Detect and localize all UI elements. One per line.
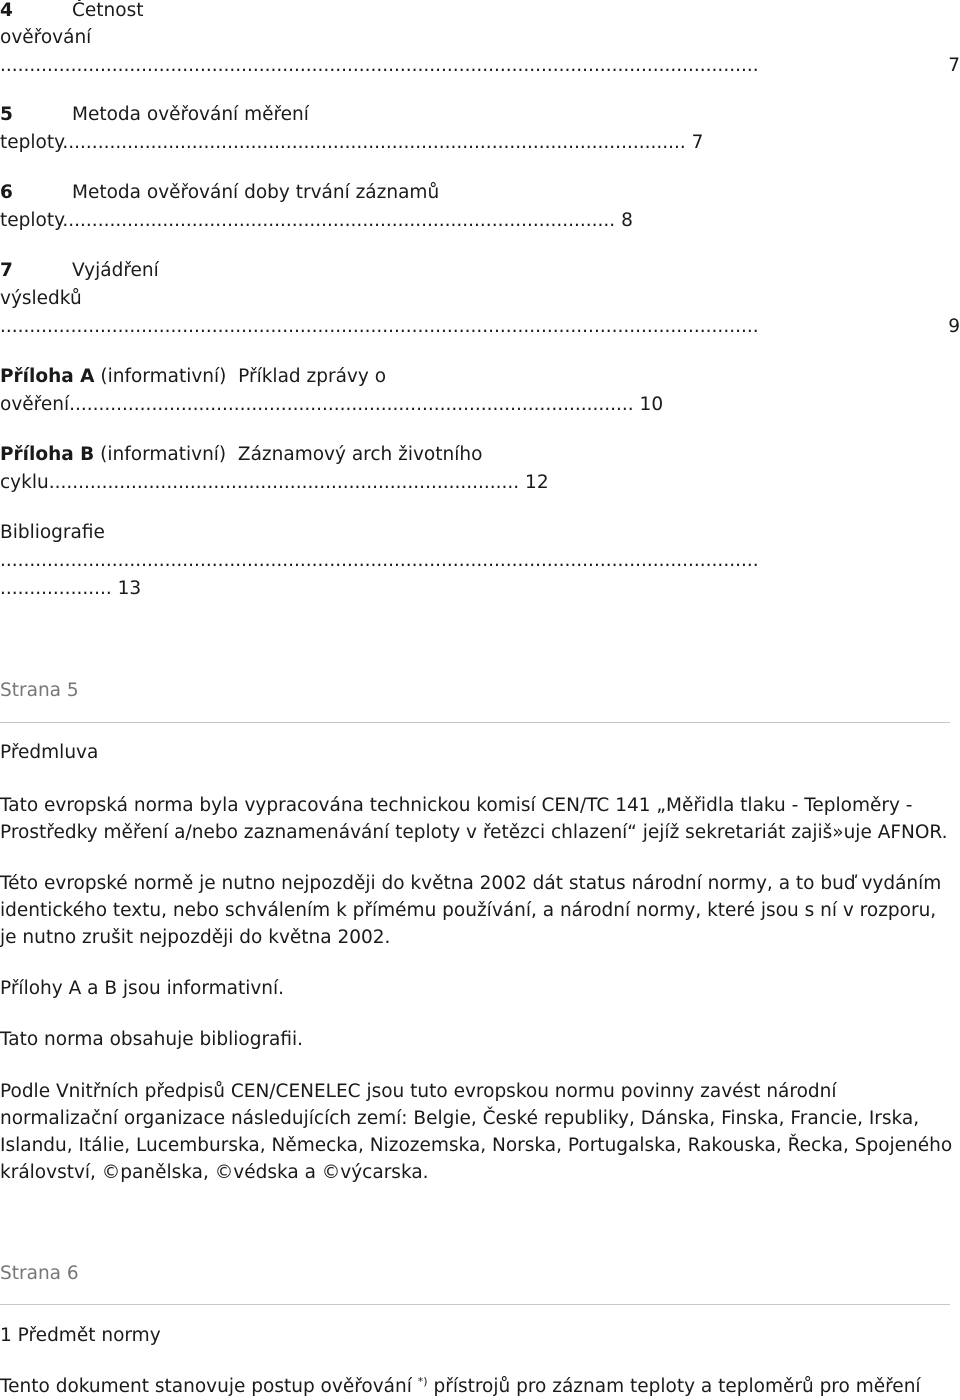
toc-entry-5-title: 5 Metoda ověřování měření (0, 104, 309, 125)
paragraph-foreword-1: Tato evropská norma byla vypracována technickou komisí CEN/TC 141 „Měřidla tlaku - Teploměry - Prostředky měření a/nebo zaznamenávání teploty v řetězci chlazení“ jejíž sekretariát zajiš»uje AFNOR. (0, 795, 948, 843)
toc-bibliography-line: ................... 13 (0, 578, 142, 599)
toc-bibliography-title: Bibliografie (0, 522, 105, 543)
toc-annex-a-title: Příloha A (informativní) Příklad zprávy o (0, 366, 387, 387)
toc-entry-7-title: 7 Vyjádření (0, 260, 159, 281)
page-divider (0, 722, 950, 723)
section-heading-scope: 1 Předmět normy (0, 1325, 161, 1346)
toc-entry-4-title: 4 Četnost (0, 0, 144, 21)
paragraph-annexes: Přílohy A a B jsou informativní. (0, 978, 285, 999)
page-label-5: Strana 5 (0, 680, 79, 701)
toc-annex-b-line: cyklu................................................................................ 12 (0, 472, 549, 493)
toc-entry-5-line: teploty.......................................................................................................... 7 (0, 132, 704, 153)
toc-entry-7-page: 9 (948, 316, 960, 337)
paragraph-bibliography-note: Tato norma obsahuje bibliografii. (0, 1029, 304, 1050)
toc-annex-a-line: ověření................................................................................................ 10 (0, 394, 664, 415)
toc-entry-6-line: teploty.............................................................................................. 8 (0, 210, 633, 231)
paragraph-scope-1: Tento dokument stanovuje postup ověřování *) přístrojů pro záznam teploty a teploměrů pro měření (0, 1375, 921, 1397)
toc-entry-4-page: 7 (948, 55, 960, 76)
toc-entry-4-cont: ověřování (0, 27, 92, 48)
toc-leader: ................................................................................................................................. (0, 550, 759, 571)
paragraph-cen-members: Podle Vnitřních předpisů CEN/CENELEC jsou tuto evropskou normu povinny zavést národní normalizační organizace následujících zemí: Belgie, České republiky, Dánska, Finska, Francie, Irska, Islandu, Itálie, Lucemburska, Německa, Nizozemska, Norska, Portugalska, Rakouska, Řecka, Spojeného království, ©panělska, ©védska a ©výcarska. (0, 1081, 953, 1183)
toc-annex-b-title: Příloha B (informativní) Záznamový arch životního (0, 444, 483, 465)
page-divider (0, 1304, 950, 1305)
section-heading-foreword: Předmluva (0, 742, 99, 763)
toc-entry-6-title: 6 Metoda ověřování doby trvání záznamů (0, 182, 440, 203)
toc-entry-7-cont: výsledků (0, 288, 82, 309)
page-label-6: Strana 6 (0, 1263, 79, 1284)
paragraph-foreword-2: Této evropské normě je nutno nejpozději do května 2002 dát status národní normy, a to buď vydáním identického textu, nebo schválením k přímému používání, a národní normy, které jsou s ní v rozporu, je nutno zrušit nejpozději do května 2002. (0, 873, 942, 948)
toc-leader: ................................................................................................................................. (0, 55, 759, 76)
toc-leader: ................................................................................................................................. (0, 316, 759, 337)
